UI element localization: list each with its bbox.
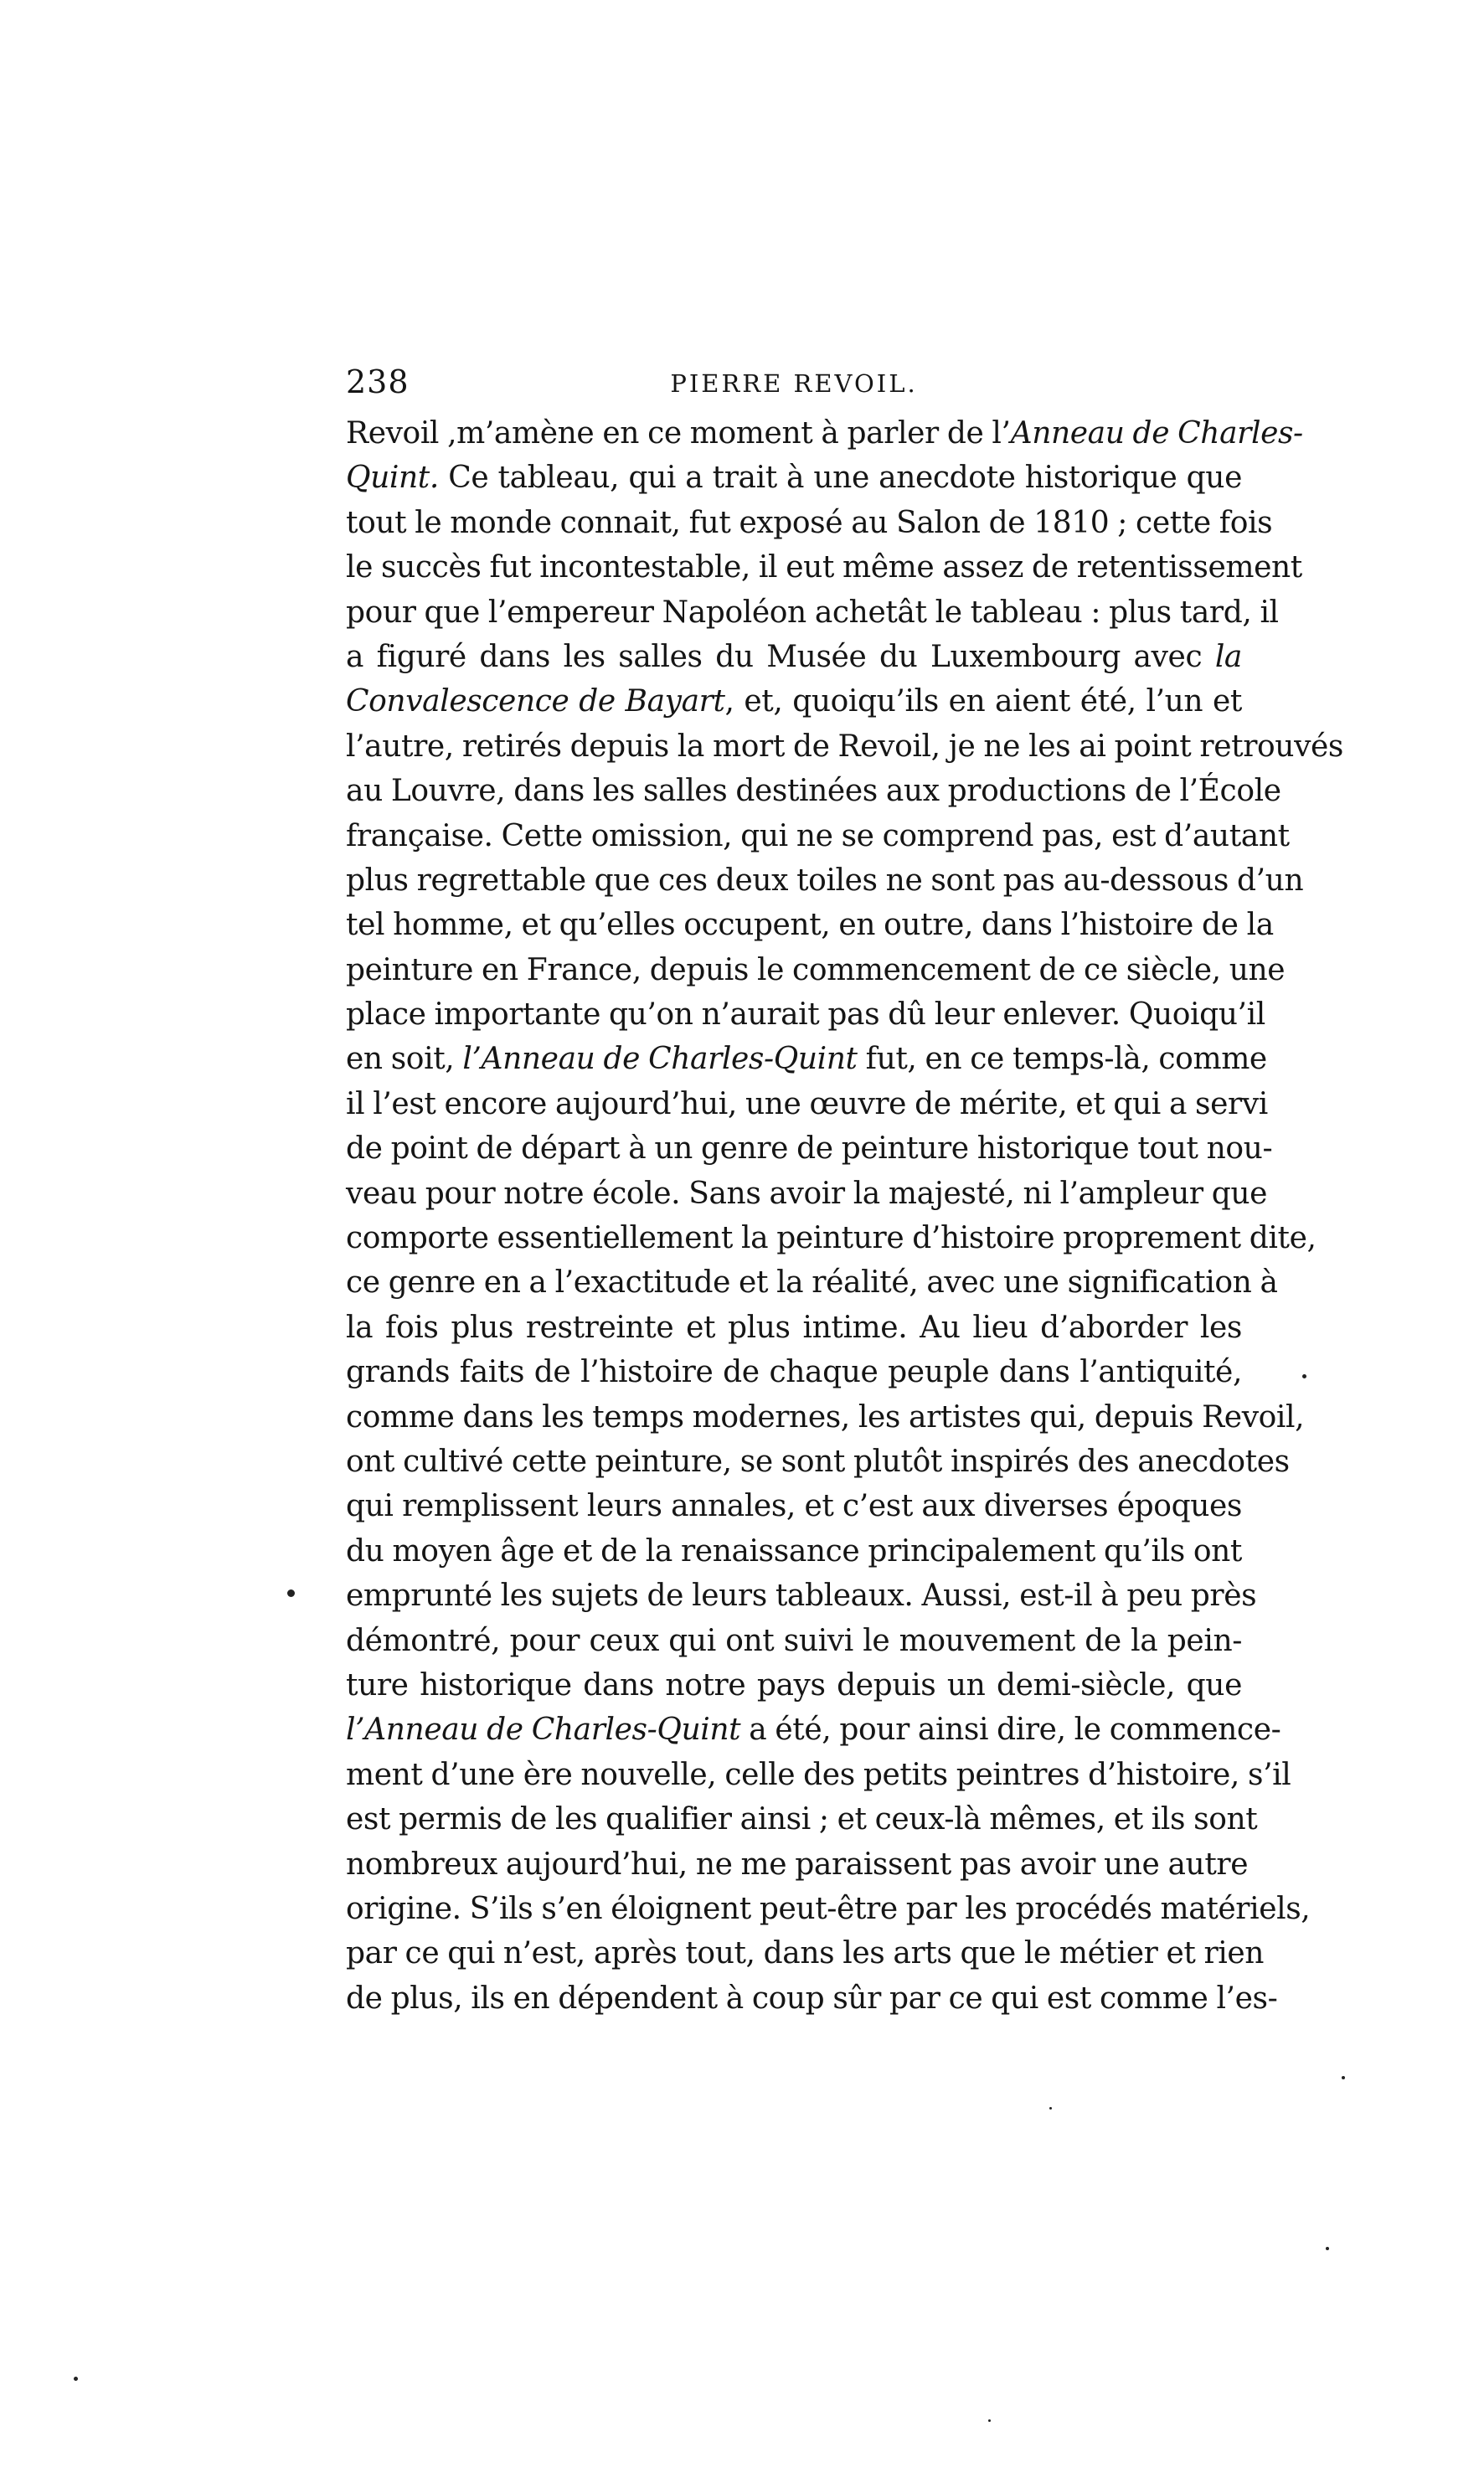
text-line — [346, 1350, 1242, 1394]
page-header — [346, 358, 1242, 405]
text-line — [346, 1484, 1242, 1528]
text-line — [346, 411, 1303, 456]
text-segment: il l’est encore aujourd’hui, une œuvre de mérite, et qui a servi — [346, 1086, 1268, 1121]
running-title: PIERRE REVOIL. — [670, 369, 918, 398]
text-segment: Revoil ,m’amène en ce moment à parler de l’ — [346, 416, 1011, 451]
italic-title-text: l’Anneau de Charles-Quint — [346, 1713, 741, 1748]
italic-title-text: Anneau de Charles- — [1010, 416, 1303, 451]
text-line — [346, 635, 1242, 679]
text-segment: veau pour notre école. Sans avoir la majesté, ni l’ampleur que — [346, 1176, 1268, 1211]
text-line — [346, 948, 1286, 992]
text-segment: peinture en France, depuis le commencement de ce siècle, une — [346, 952, 1286, 987]
text-segment: fut, en ce temps-là, comme — [857, 1042, 1267, 1077]
text-line — [346, 1260, 1278, 1305]
italic-title-text: la — [1214, 639, 1242, 674]
text-segment: comme dans les temps modernes, les artistes qui, depuis Revoil, — [346, 1399, 1305, 1435]
text-segment: nombreux aujourd’hui, ne me paraissent pas avoir une autre — [346, 1847, 1249, 1882]
text-line — [346, 545, 1302, 590]
text-segment: démontré, pour ceux qui ont suivi le mouvement de la pein- — [346, 1623, 1242, 1658]
text-segment: comporte essentiellement la peinture d’histoire proprement dite, — [346, 1221, 1317, 1256]
text-line — [346, 1529, 1242, 1574]
text-segment: la fois plus restreinte et plus intime. Au lieu d’aborder les — [346, 1310, 1242, 1345]
text-segment: emprunté les sujets de leurs tableaux. Aussi, est-il à peu près — [346, 1579, 1257, 1614]
text-segment: origine. S’ils s’en éloignent peut-être par les procédés matériels, — [346, 1891, 1311, 1926]
text-segment: de point de départ à un genre de peinture historique tout nou- — [346, 1131, 1273, 1167]
italic-title-text: Convalescence de Bayart — [346, 684, 725, 719]
text-line — [346, 724, 1343, 769]
text-line — [346, 1216, 1317, 1260]
text-line — [346, 1574, 1257, 1618]
text-line — [346, 1753, 1291, 1797]
text-line — [346, 1842, 1249, 1887]
text-line — [346, 1306, 1242, 1350]
text-segment: grands faits de l’histoire de chaque peuple dans l’antiquité, — [346, 1355, 1242, 1390]
print-speck — [1326, 2247, 1329, 2250]
text-segment: plus regrettable que ces deux toiles ne sont pas au-dessous d’un — [346, 863, 1304, 898]
text-line — [346, 1663, 1242, 1708]
text-line — [346, 858, 1304, 903]
print-speck — [1302, 1374, 1306, 1378]
text-segment: de plus, ils en dépendent à coup sûr par ce qui est comme l’es- — [346, 1981, 1278, 2016]
text-line — [346, 903, 1274, 947]
body-text — [346, 411, 1343, 2021]
text-line — [346, 769, 1281, 813]
text-line — [346, 1082, 1268, 1126]
text-segment: tout le monde connait, fut exposé au Salon de 1810 ; cette fois — [346, 505, 1273, 540]
text-segment: ture historique dans notre pays depuis un demi-siècle, que — [346, 1667, 1242, 1703]
text-line — [346, 590, 1279, 635]
text-line — [346, 1887, 1311, 1931]
text-line — [346, 1976, 1278, 2021]
italic-title-text: l’Anneau de Charles-Quint — [462, 1042, 858, 1077]
text-segment: place importante qu’on n’aurait pas dû leur enlever. Quoiqu’il — [346, 997, 1265, 1033]
print-speck — [1342, 2076, 1345, 2079]
text-segment: ce genre en a l’exactitude et la réalité, avec une signification à — [346, 1265, 1278, 1301]
text-segment: par ce qui n’est, après tout, dans les arts que le métier et rien — [346, 1936, 1265, 1971]
print-speck — [287, 1589, 295, 1597]
text-segment: est permis de les qualifier ainsi ; et ceux-là mêmes, et ils sont — [346, 1802, 1258, 1837]
text-segment: qui remplissent leurs annales, et c’est aux diverses époques — [346, 1489, 1242, 1524]
print-speck — [988, 2419, 991, 2422]
text-line — [346, 1395, 1305, 1440]
text-segment: ment d’une ère nouvelle, celle des petits peintres d’histoire, s’il — [346, 1757, 1291, 1792]
text-line — [346, 1172, 1268, 1216]
text-line — [346, 1440, 1290, 1484]
page-number: 238 — [346, 363, 410, 400]
text-segment: pour que l’empereur Napoléon achetât le tableau : plus tard, il — [346, 595, 1279, 630]
text-line — [346, 501, 1273, 545]
text-line — [346, 1931, 1265, 1976]
text-segment: a été, pour ainsi dire, le commence- — [740, 1713, 1281, 1748]
print-speck — [74, 2377, 78, 2381]
text-line — [346, 1708, 1281, 1752]
text-segment: a figuré dans les salles du Musée du Luxembourg avec — [346, 639, 1215, 674]
text-segment: du moyen âge et de la renaissance principalement qu’ils ont — [346, 1533, 1242, 1569]
text-segment: en soit, — [346, 1042, 463, 1077]
text-line — [346, 1619, 1242, 1663]
text-segment: Ce tableau, qui a trait à une anecdote historique que — [438, 461, 1242, 496]
text-line — [346, 1126, 1273, 1171]
text-segment: tel homme, et qu’elles occupent, en outre, dans l’histoire de la — [346, 908, 1274, 943]
text-segment: , et, quoiqu’ils en aient été, l’un et — [724, 684, 1242, 719]
print-speck — [1049, 2107, 1052, 2110]
text-line — [346, 992, 1265, 1037]
text-segment: française. Cette omission, qui ne se comprend pas, est d’autant — [346, 818, 1290, 853]
text-line — [346, 679, 1242, 724]
text-line — [346, 1797, 1258, 1842]
text-line — [346, 1037, 1267, 1081]
italic-title-text: Quint. — [346, 461, 439, 496]
text-line — [346, 814, 1290, 858]
text-line — [346, 456, 1242, 500]
text-segment: l’autre, retirés depuis la mort de Revoil, je ne les ai point retrouvés — [346, 729, 1343, 764]
text-segment: ont cultivé cette peinture, se sont plutôt inspirés des anecdotes — [346, 1444, 1290, 1479]
text-segment: le succès fut incontestable, il eut même assez de retentissement — [346, 550, 1302, 585]
text-segment: au Louvre, dans les salles destinées aux productions de l’École — [346, 774, 1281, 809]
